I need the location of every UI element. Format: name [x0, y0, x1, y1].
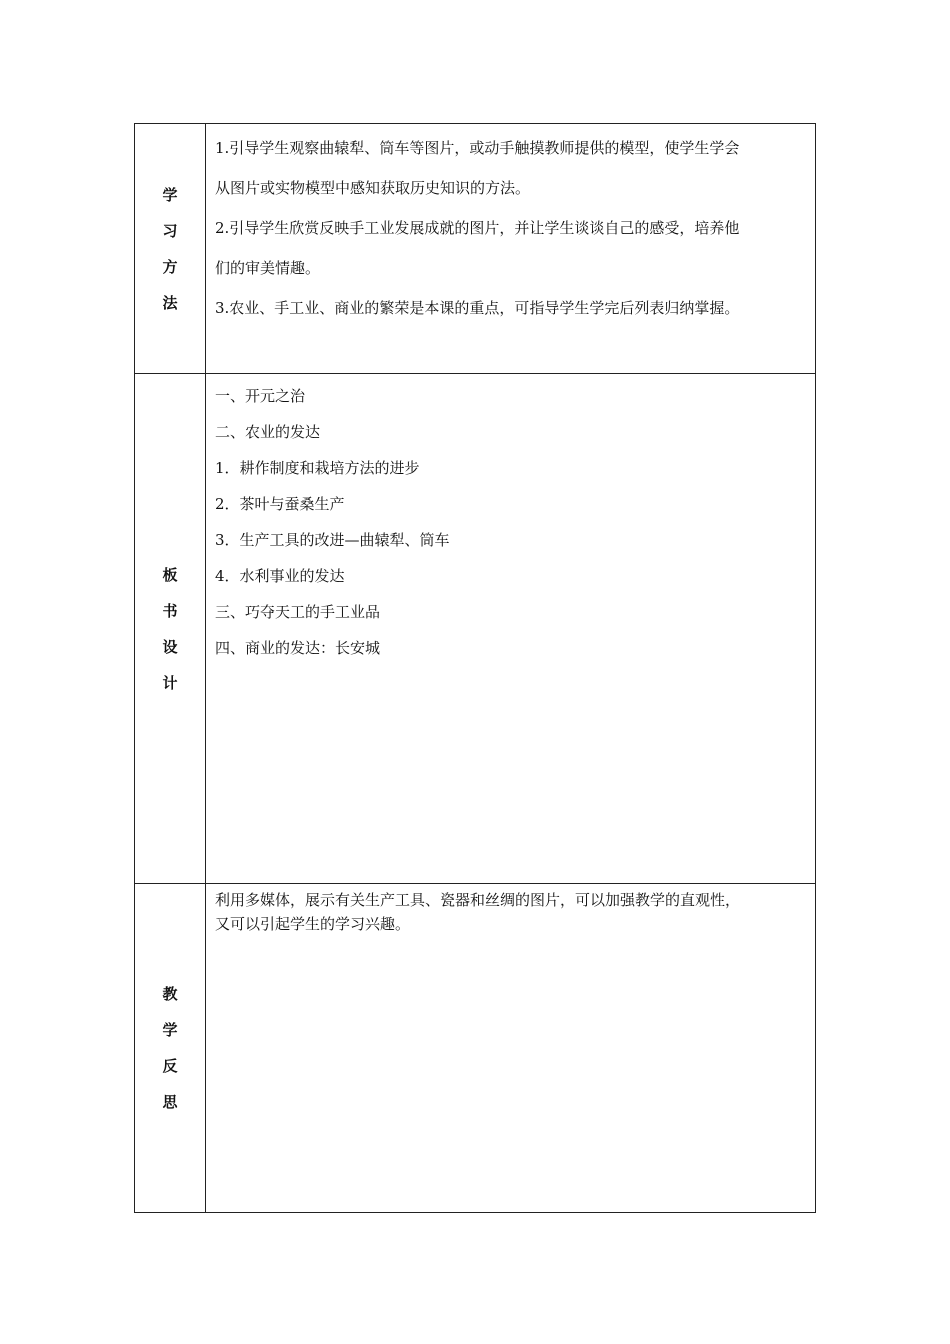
content-line: 四、商业的发达：长安城 — [215, 639, 381, 657]
content-line: 2.引导学生欣赏反映手工业发展成就的图片，并让学生谈谈自己的感受，培养他 — [215, 219, 740, 237]
lesson-plan-table — [134, 123, 816, 1213]
content-line: 们的审美情趣。 — [215, 259, 321, 277]
content-line: 1.引导学生观察曲辕犁、筒车等图片，或动手触摸教师提供的模型，使学生学会 — [215, 139, 740, 157]
row-blackboard-design — [135, 374, 815, 884]
content-line: 4．水利事业的发达 — [215, 567, 345, 585]
row-teaching-reflection — [135, 884, 815, 1212]
row-learning-methods — [135, 124, 815, 374]
content-line: 1．耕作制度和栽培方法的进步 — [215, 459, 420, 477]
row-label: 教 学 反 思 — [135, 884, 206, 1212]
content-line: 利用多媒体，展示有关生产工具、瓷器和丝绸的图片，可以加强教学的直观性， — [215, 891, 741, 909]
content-line: 三、巧夺天工的手工业品 — [215, 603, 381, 621]
content-line: 二、农业的发达 — [215, 423, 321, 441]
content-line: 3.农业、手工业、商业的繁荣是本课的重点，可指导学生学完后列表归纳掌握。 — [215, 299, 740, 317]
content-line: 从图片或实物模型中感知获取历史知识的方法。 — [215, 179, 531, 197]
row-content — [206, 374, 815, 883]
content-line: 2．茶叶与蚕桑生产 — [215, 495, 345, 513]
content-line: 3．生产工具的改进—曲辕犁、筒车 — [215, 531, 450, 549]
row-label: 板 书 设 计 — [135, 374, 206, 883]
row-content — [206, 124, 815, 373]
row-content — [206, 884, 815, 1212]
content-line: 一、开元之治 — [215, 387, 306, 405]
content-line: 又可以引起学生的学习兴趣。 — [215, 915, 411, 933]
row-label: 学 习 方 法 — [135, 124, 206, 373]
